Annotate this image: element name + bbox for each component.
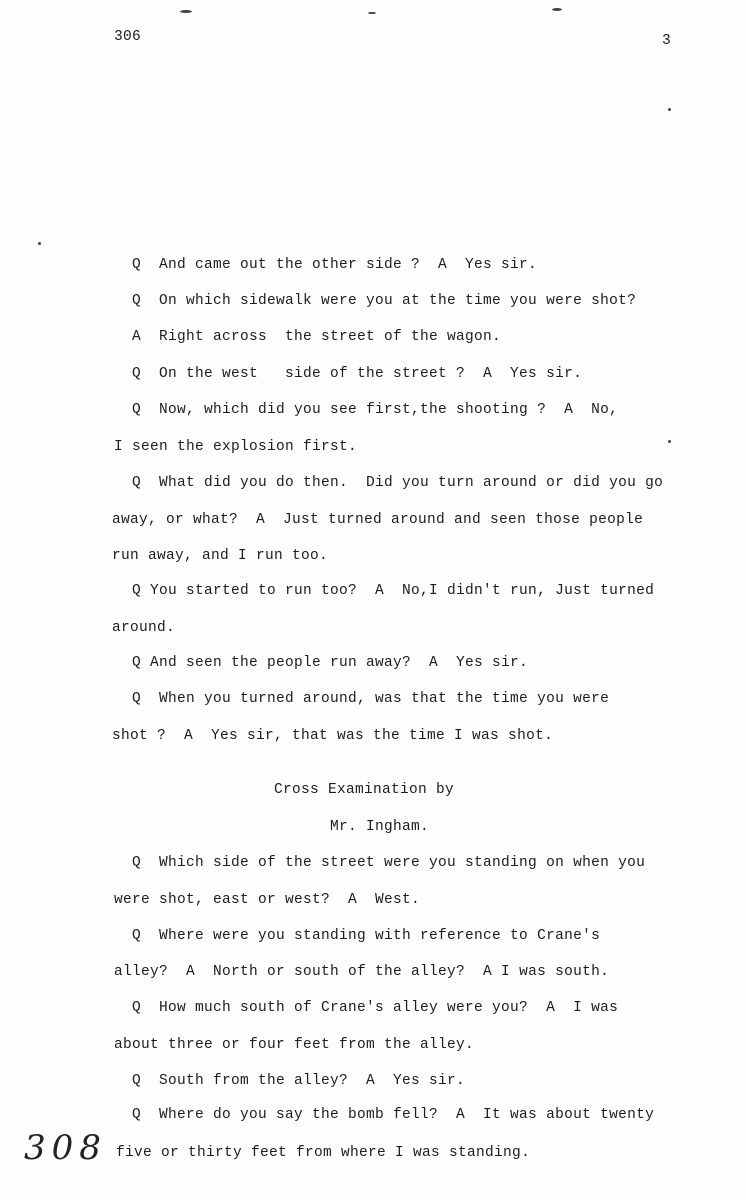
transcript-line: Q And seen the people run away? A Yes sir. (132, 655, 529, 671)
examiner-name: Mr. Ingham. (330, 819, 430, 835)
transcript-line: Q When you turned around, was that the time you were (132, 691, 610, 707)
transcript-line: Q South from the alley? A Yes sir. (132, 1073, 466, 1089)
transcript-line: Q And came out the other side ? A Yes sir. (132, 257, 538, 273)
transcript-line: run away, and I run too. (112, 548, 329, 564)
handwritten-page-number: 308 (24, 1128, 107, 1168)
transcript-line: Q What did you do then. Did you turn around or did you go (132, 475, 664, 491)
transcript-line: alley? A North or south of the alley? A I was south. (114, 964, 610, 980)
transcript-line: Q On which sidewalk were you at the time you were shot? (132, 293, 637, 309)
transcript-line: Q How much south of Crane's alley were you? A I was (132, 1000, 619, 1016)
transcript-line: A Right across the street of the wagon. (132, 329, 502, 345)
transcript-line: about three or four feet from the alley. (114, 1037, 475, 1053)
transcript-line: away, or what? A Just turned around and seen those people (112, 512, 644, 528)
transcript-line: I seen the explosion first. (114, 439, 358, 455)
transcript-line: Q Now, which did you see first,the shooting ? A No, (132, 402, 619, 418)
transcript-line: Q Where were you standing with reference to Crane's (132, 928, 601, 944)
transcript-line: were shot, east or west? A West. (114, 892, 421, 908)
transcript-line: Q Which side of the street were you standing on when you (132, 855, 646, 871)
section-heading: Cross Examination by (274, 782, 455, 798)
transcript-line: Q On the west side of the street ? A Yes sir. (132, 366, 583, 382)
page-number-right: 3 (662, 33, 672, 49)
transcript-line: five or thirty feet from where I was standing. (116, 1145, 531, 1161)
transcript-line: Q Where do you say the bomb fell? A It was about twenty (132, 1107, 655, 1123)
transcript-line: shot ? A Yes sir, that was the time I was shot. (112, 728, 554, 744)
page-number-left: 306 (114, 29, 142, 45)
transcript-line: Q You started to run too? A No,I didn't run, Just turned (132, 583, 655, 599)
transcript-line: around. (112, 620, 176, 636)
